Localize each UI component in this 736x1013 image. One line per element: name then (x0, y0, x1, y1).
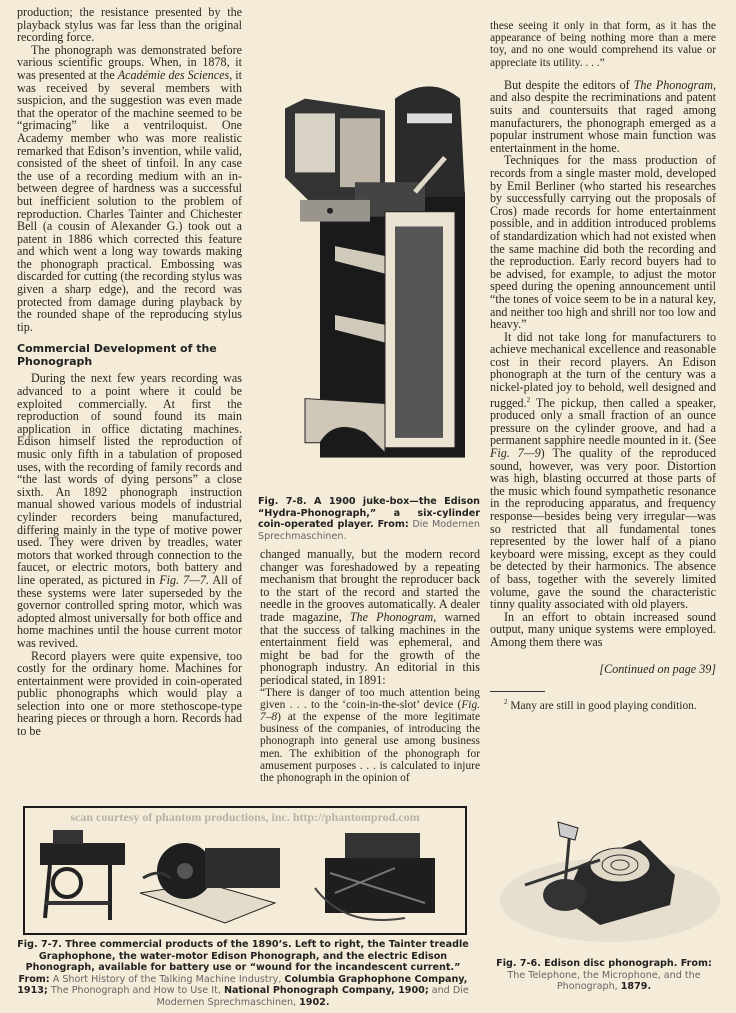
text: it was received by several members with suspicion, and the suggestion was even made that the operator of the machine seemed to be “grimacing” like a ventriloquist. One Academy member who was more realistic remarked that Edison’s invention, while valid, consisted of the sheet of tinfoil. In any case the use of a recording medium with an in-between degree of hardness was a successful but inefficient solution to the problem of reproduction. Charles Tainter and Chichester Bell (a cousin of Alexander G.) took out a patent in 1886 which corrected this feature and which went a long way towards making the phonograph practical. Embossing was discarded for cutting (the recording stylus was given a sharp edge), and the record was protected from damage during playback by the rounded shape of the reproducing stylus tip. (17, 67, 243, 334)
paragraph: In an effort to obtain increased sound output, many unique systems were employed. Among them there was (490, 609, 716, 649)
three-phonographs-illustration (25, 808, 465, 933)
paragraph: production; the resistance presented by the playback stylus was far less than the original recording force. (17, 5, 242, 45)
footnote-number: 2 (504, 698, 508, 707)
caption-source: The Telephone, the Microphone, and the Phonograph, (507, 969, 701, 993)
italic-title: The Phonogram, (633, 77, 716, 92)
text: and also despite the recriminations and patent suits and countersuits that raged among manufacturers, the phonograph emerged as a popular instrument whose main function was entertainment in the home. (490, 90, 716, 155)
caption-label: Fig. 7-8. A 1900 juke-box—the Edison “Hydra-Phonograph,” a six-cylinder coin-operated player. From: (258, 496, 480, 531)
paragraph: Techniques for the mass production of records from a single master mold, developed by Emil Berliner (who started his researches by successfully carrying out the proposals of Cros) made records for home entertainment possible, and in addition introduced problems of standardization which had not existed when the same machine did both the recording and the reproduction. Early record buyers had to be advised, for example, to adjust the motor speed during the opening announcement until “the tones of voice seem to be in a natural key, and neither too high and shrill nor too low and heavy.” (490, 153, 716, 332)
paragraph (490, 79, 716, 155)
caption-source: The Phonograph and How to Use It, (47, 985, 224, 997)
text-column-2 (260, 548, 480, 784)
text: ) at the expense of the more legitimate business of the companies, of introducing the phonograph into general use among business men. The exhibition of the phonograph for amusement purposes . . . is calculated to injure the phonograph in the opinion of (260, 710, 480, 784)
figure-caption-7-8 (258, 496, 480, 542)
text: warned that the success of talking machines in the entertainment field was ephemeral, and might be bad for the growth of the phonograph industry. An editorial in this periodical stated, in 1891: (260, 609, 480, 687)
text: During the next few years recording was advanced to a point where it could be exploited commercially. At first the reproduction of sound found its main application in office dictating machines. Edison himself listed the reproduction of music only fifth in a tabulation of proposed uses, with the recording of family records and “the last words of dying persons” a close sixth. An 1892 phonograph instruction manual showed various models of industrial cylinder recorders being manufactured, differing mainly in the type of motive power used. They were driven by treadles, water motors that worked through connection to the faucet, or electric motors, both battery and line operated, as pictured in (17, 371, 242, 587)
caption-source: A Short History of the Talking Machine Industry, (49, 973, 285, 985)
paragraph (490, 331, 716, 611)
paragraph (260, 548, 480, 687)
electric-phonograph-illustration (315, 833, 435, 920)
text-column-1 (17, 6, 242, 738)
figure-caption-7-7 (12, 939, 474, 1009)
footnote (490, 696, 716, 712)
text: But despite the editors of (504, 77, 634, 92)
watermark: scan courtesy of phantom productions, inc. http://phantomprod.com (70, 810, 420, 824)
caption-label: Fig. 7-6. Edison disc phonograph. From: (496, 958, 712, 969)
footnote-marker: 2 (526, 395, 531, 404)
text: All of these systems were later superseded by the governor controlled spring motor, which was adopted almost universally for both office and home machines until the house current motor was revived. (17, 572, 242, 650)
caption-year: 1879. (620, 981, 652, 993)
italic-title: The Phonogram, (349, 609, 437, 624)
water-motor-phonograph-illustration (140, 843, 280, 923)
footnote-rule (490, 691, 545, 692)
caption-label: Fig. 7-7. Three commercial products of the 1890’s. Left to right, the Tainter treadle Graphophone, the water-motor Edison Phonograph, and the electric Edison Phonograph, available for battery use or “wound for the incandescent current.” From: (17, 939, 469, 985)
block-quote (260, 687, 480, 785)
text: ) The quality of the reproduced sound, however, was very poor. Distortion was high, blasting occurred at those parts of the music which found sympathetic resonance in the reproducing apparatus, and frequency response—besides being very irregular—was so restricted that all fundamental tones represented by the lower half of a piano keyboard were missing, except as they could be detected by their harmonics. The absence of bass, together with the severely limited volume, gave the sound the characteristic tinny quality associated with old players. (490, 446, 716, 612)
text: “There is danger of too much attention being given . . . to the ‘coin-in-the-slot’ device ( (260, 686, 480, 711)
figure-reference: Fig. 7—7. (159, 572, 209, 587)
jukebox-illustration (265, 20, 480, 490)
treadle-graphophone-illustration (40, 830, 125, 920)
text: changed manually, but the modern record changer was foreshadowed by a repeating mechanism that brought the reproducer back to the start of the record and started the needle in the grooves automatically. A dealer trade magazine, (260, 547, 480, 624)
text-column-3 (490, 6, 716, 712)
caption-publisher: Columbia Graphophone Company, 1913; (17, 973, 468, 997)
figure-reference: Fig. 7—9 (490, 446, 541, 461)
text: The phonograph was demonstrated before various scientific groups. When, in 1878, it was presented at the (17, 42, 242, 82)
disc-phonograph-illustration (490, 800, 730, 950)
figure-caption-7-6 (486, 958, 722, 993)
block-quote-continued: these seeing it only in that form, as it has the appearance of being nothing more than a mere toy, and no one would comprehend its value or appreciate its utility. . . .” (490, 20, 716, 69)
italic-title: Académie des Sciences, (117, 67, 233, 82)
section-heading: Commercial Development of the Phonograph (17, 342, 217, 369)
caption-source: and Die Modernen Sprechmaschinen, (156, 985, 469, 1008)
caption-publisher: 1902. (299, 996, 330, 1008)
text: It did not take long for manufacturers to achieve mechanical excellence and reasonable cost in their record players. An Edison phonograph at the turn of the century was a nickel-plated joy to behold, well designed and rugged. (490, 329, 716, 410)
caption-source: Die Modernen Sprechmaschinen. (258, 519, 480, 542)
continued-note: [Continued on page 39] (599, 661, 716, 676)
paragraph (17, 44, 242, 334)
figure-reference: Fig. 7–8 (260, 698, 480, 723)
caption-publisher: National Phonograph Company, 1900; (223, 985, 429, 997)
text: The pickup, then called a speaker, produced only a small fraction of an ounce pressure on the cylinder groove, and had a permanent sapphire needle mounted in it. (See (490, 395, 716, 448)
paragraph (17, 372, 242, 649)
figure-7-7-box (23, 806, 467, 935)
footnote-text: Many are still in good playing condition. (507, 699, 697, 712)
paragraph: Record players were quite expensive, too costly for the ordinary home. Machines for entertainment were provided in coin-operated public phonographs which would play a selection into one or more stethoscope-type hearing pieces or through a horn. Records had to be (17, 648, 242, 739)
